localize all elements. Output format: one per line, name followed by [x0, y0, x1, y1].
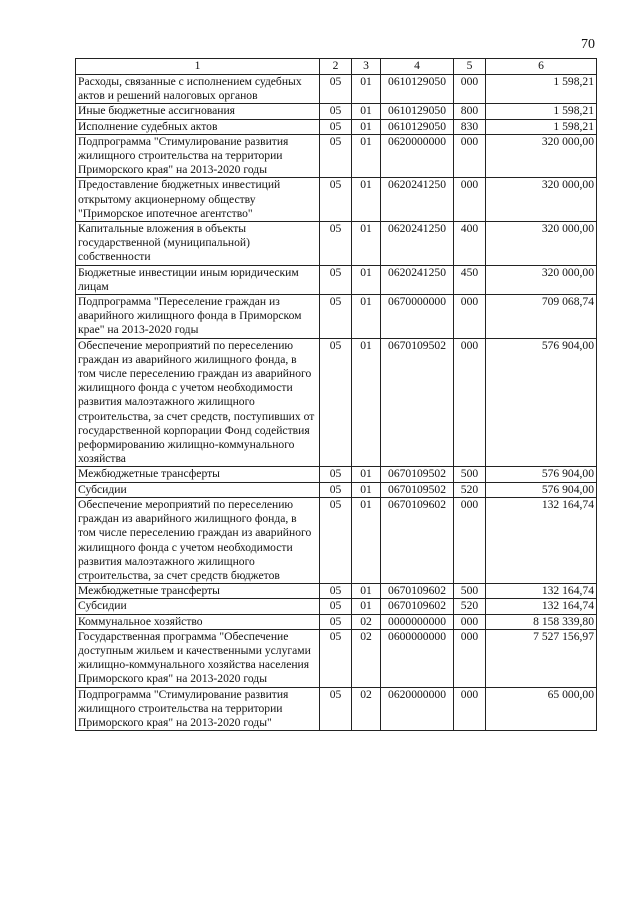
budget-table [75, 58, 597, 731]
row-section: 05 [320, 178, 352, 222]
header-col-3: 3 [352, 59, 381, 75]
row-section: 05 [320, 482, 352, 497]
table-row [76, 614, 597, 629]
row-amount: 320 000,00 [486, 178, 597, 222]
row-amount: 320 000,00 [486, 134, 597, 178]
row-amount: 65 000,00 [486, 687, 597, 731]
row-expense-type: 000 [454, 134, 486, 178]
row-expense-type: 520 [454, 599, 486, 614]
row-expense-type: 000 [454, 497, 486, 583]
row-subsection: 02 [352, 614, 381, 629]
row-subsection: 01 [352, 119, 381, 134]
row-name: Субсидии [76, 599, 320, 614]
row-name: Исполнение судебных актов [76, 119, 320, 134]
row-amount: 576 904,00 [486, 467, 597, 482]
table-row [76, 222, 597, 266]
row-section: 05 [320, 614, 352, 629]
table-row [76, 265, 597, 294]
row-subsection: 02 [352, 629, 381, 687]
row-section: 05 [320, 467, 352, 482]
table-row [76, 119, 597, 134]
row-amount: 576 904,00 [486, 338, 597, 467]
row-amount: 132 164,74 [486, 497, 597, 583]
row-subsection: 01 [352, 497, 381, 583]
row-expense-type: 500 [454, 584, 486, 599]
row-name: Субсидии [76, 482, 320, 497]
row-subsection: 01 [352, 222, 381, 266]
row-amount: 320 000,00 [486, 222, 597, 266]
row-name: Обеспечение мероприятий по переселению граждан из аварийного жилищного фонда, в том числе переселению граждан из аварийного жилищного фонда с учетом необходимости развития малоэтажного жилищного строительства, за счет средств, поступивших от государственной корпорации Фонд содействия реформированию жилищно-коммунального хозяйства [76, 338, 320, 467]
row-amount: 1 598,21 [486, 75, 597, 104]
row-expense-type: 520 [454, 482, 486, 497]
row-section: 05 [320, 295, 352, 339]
row-subsection: 01 [352, 599, 381, 614]
row-subsection: 01 [352, 295, 381, 339]
row-section: 05 [320, 134, 352, 178]
row-name: Предоставление бюджетных инвестиций открытому акционерному обществу "Приморское ипотечное агентство" [76, 178, 320, 222]
row-name: Коммунальное хозяйство [76, 614, 320, 629]
table-row [76, 497, 597, 583]
table-body [76, 75, 597, 731]
row-expense-type: 000 [454, 687, 486, 731]
table-row [76, 629, 597, 687]
table-row [76, 134, 597, 178]
row-subsection: 01 [352, 75, 381, 104]
row-section: 05 [320, 222, 352, 266]
row-section: 05 [320, 599, 352, 614]
row-amount: 709 068,74 [486, 295, 597, 339]
table-row [76, 75, 597, 104]
table-row [76, 178, 597, 222]
row-name: Подпрограмма "Переселение граждан из аварийного жилищного фонда в Приморском крае" на 2013-2020 годы [76, 295, 320, 339]
row-amount: 132 164,74 [486, 599, 597, 614]
row-section: 05 [320, 265, 352, 294]
row-name: Подпрограмма "Стимулирование развития жилищного строительства на территории Приморского края" на 2013-2020 годы" [76, 687, 320, 731]
table-row [76, 482, 597, 497]
row-target-code: 0610129050 [381, 104, 454, 119]
row-name: Подпрограмма "Стимулирование развития жилищного строительства на территории Приморского края" на 2013-2020 годы [76, 134, 320, 178]
row-expense-type: 000 [454, 178, 486, 222]
row-name: Капитальные вложения в объекты государственной (муниципальной) собственности [76, 222, 320, 266]
row-subsection: 01 [352, 584, 381, 599]
row-amount: 576 904,00 [486, 482, 597, 497]
row-section: 05 [320, 497, 352, 583]
row-target-code: 0670109502 [381, 482, 454, 497]
header-col-4: 4 [381, 59, 454, 75]
row-amount: 1 598,21 [486, 119, 597, 134]
row-expense-type: 400 [454, 222, 486, 266]
row-target-code: 0620241250 [381, 178, 454, 222]
header-col-5: 5 [454, 59, 486, 75]
row-expense-type: 000 [454, 338, 486, 467]
row-amount: 7 527 156,97 [486, 629, 597, 687]
row-expense-type: 000 [454, 75, 486, 104]
table-row [76, 687, 597, 731]
table-row [76, 467, 597, 482]
header-row [76, 59, 597, 75]
row-amount: 132 164,74 [486, 584, 597, 599]
row-target-code: 0670109602 [381, 584, 454, 599]
row-target-code: 0670109602 [381, 599, 454, 614]
row-expense-type: 800 [454, 104, 486, 119]
row-subsection: 01 [352, 178, 381, 222]
row-subsection: 01 [352, 338, 381, 467]
row-target-code: 0620000000 [381, 687, 454, 731]
table-row [76, 104, 597, 119]
row-expense-type: 830 [454, 119, 486, 134]
row-expense-type: 500 [454, 467, 486, 482]
row-target-code: 0670109602 [381, 497, 454, 583]
row-target-code: 0620000000 [381, 134, 454, 178]
row-subsection: 01 [352, 104, 381, 119]
row-expense-type: 000 [454, 295, 486, 339]
row-target-code: 0600000000 [381, 629, 454, 687]
row-section: 05 [320, 629, 352, 687]
row-subsection: 02 [352, 687, 381, 731]
row-target-code: 0620241250 [381, 265, 454, 294]
row-name: Межбюджетные трансферты [76, 584, 320, 599]
row-amount: 320 000,00 [486, 265, 597, 294]
row-expense-type: 000 [454, 614, 486, 629]
row-target-code: 0610129050 [381, 119, 454, 134]
row-name: Обеспечение мероприятий по переселению граждан из аварийного жилищного фонда, в том числе переселению граждан из аварийного жилищного фонда с учетом необходимости развития малоэтажного жилищного строительства, за счет средств бюджетов [76, 497, 320, 583]
row-name: Бюджетные инвестиции иным юридическим лицам [76, 265, 320, 294]
header-col-6: 6 [486, 59, 597, 75]
row-name: Межбюджетные трансферты [76, 467, 320, 482]
table-row [76, 295, 597, 339]
header-col-1: 1 [76, 59, 320, 75]
row-target-code: 0670109502 [381, 338, 454, 467]
row-expense-type: 000 [454, 629, 486, 687]
row-name: Расходы, связанные с исполнением судебных актов и решений налоговых органов [76, 75, 320, 104]
row-amount: 1 598,21 [486, 104, 597, 119]
row-target-code: 0670000000 [381, 295, 454, 339]
row-target-code: 0000000000 [381, 614, 454, 629]
row-target-code: 0620241250 [381, 222, 454, 266]
page-number: 70 [581, 37, 595, 52]
row-amount: 8 158 339,80 [486, 614, 597, 629]
row-section: 05 [320, 75, 352, 104]
table-row [76, 584, 597, 599]
row-subsection: 01 [352, 265, 381, 294]
row-section: 05 [320, 584, 352, 599]
row-name: Государственная программа "Обеспечение доступным жильем и качественными услугами жилищно-коммунального хозяйства населения Приморского края" на 2013-2020 годы [76, 629, 320, 687]
row-section: 05 [320, 119, 352, 134]
row-subsection: 01 [352, 134, 381, 178]
row-section: 05 [320, 104, 352, 119]
table-row [76, 338, 597, 467]
row-target-code: 0610129050 [381, 75, 454, 104]
row-section: 05 [320, 338, 352, 467]
row-section: 05 [320, 687, 352, 731]
row-name: Иные бюджетные ассигнования [76, 104, 320, 119]
table-row [76, 599, 597, 614]
header-col-2: 2 [320, 59, 352, 75]
row-target-code: 0670109502 [381, 467, 454, 482]
row-subsection: 01 [352, 482, 381, 497]
row-subsection: 01 [352, 467, 381, 482]
row-expense-type: 450 [454, 265, 486, 294]
